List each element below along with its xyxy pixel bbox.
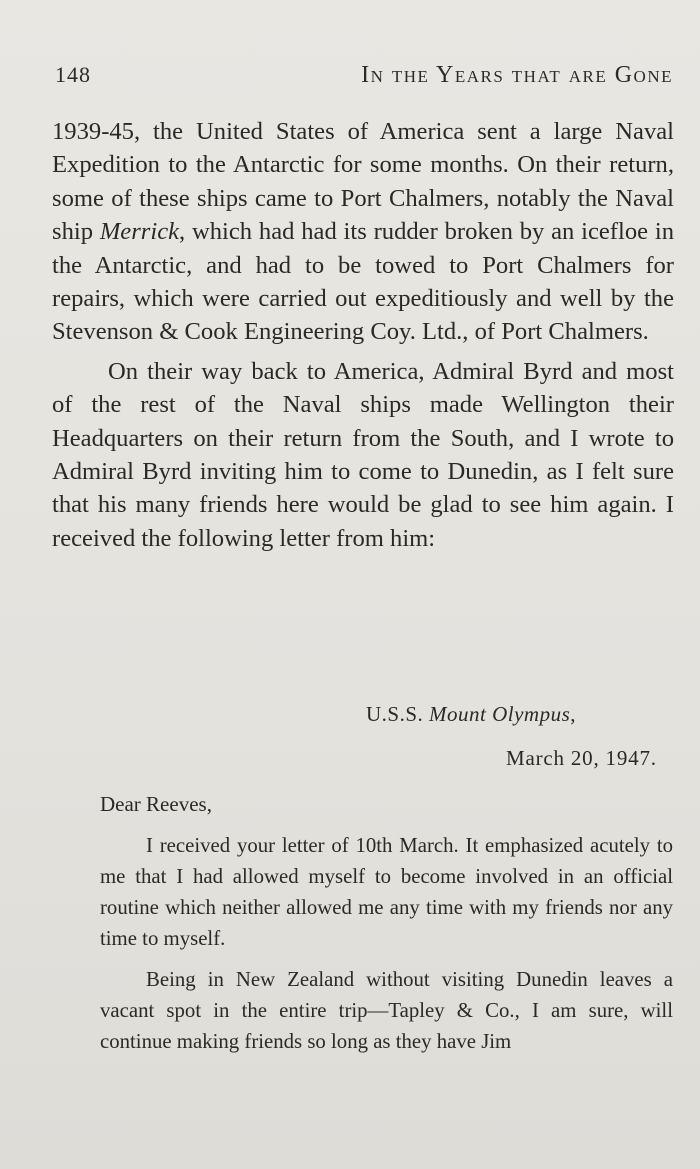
body-text (52, 115, 674, 555)
letter-paragraph-2: Being in New Zealand without visiting Dunedin leaves a vacant spot in the entire trip—Tapley & Co., I am sure, will continue making friends so long as they have Jim (100, 968, 673, 1053)
letter-ship-line (366, 702, 576, 727)
paragraph-2: On their way back to America, Admiral Byrd and most of the rest of the Naval ships made Wellington their Headquarters on their return from the South, and I wrote to Admiral Byrd inviting him to come to Dunedin, as I felt sure that his many friends here would be glad to see him again. I received the following letter from him: (52, 357, 674, 552)
ship-name-merrick: Merrick (99, 218, 180, 246)
letter-ship-prefix: U.S.S. (366, 702, 430, 726)
paragraph-1 (52, 115, 674, 349)
page-number: 148 (55, 62, 91, 87)
letter-salutation: Dear Reeves, (100, 792, 212, 816)
letter-ship-name: Mount Olympus (429, 702, 571, 726)
running-title: In the Years that are Gone (361, 62, 673, 88)
page-header (55, 62, 673, 96)
letter-date: March 20, 1947. (506, 746, 657, 770)
paragraph-1-part-1: 1939-45, the United States of America sent a large Naval Expedition to the Antarctic for some months. On their return, some of these ships came to Port Chalmers, notably the Naval ship (52, 118, 674, 246)
letter-body (100, 830, 673, 1057)
letter-ship-suffix: , (570, 702, 577, 726)
paragraph-1-part-2: , which had had its rudder broken by an icefloe in the Antarctic, and had to be towed to Port Chalmers for repairs, which were carried out expeditiously and well by the Stevenson & Cook Engineering Coy. Ltd., of Port Chalmers. (52, 218, 674, 346)
letter-paragraph-1: I received your letter of 10th March. It emphasized acutely to me that I had allowed myself to become involved in an official routine which neither allowed me any time with my friends nor any time to myself. (100, 834, 673, 950)
